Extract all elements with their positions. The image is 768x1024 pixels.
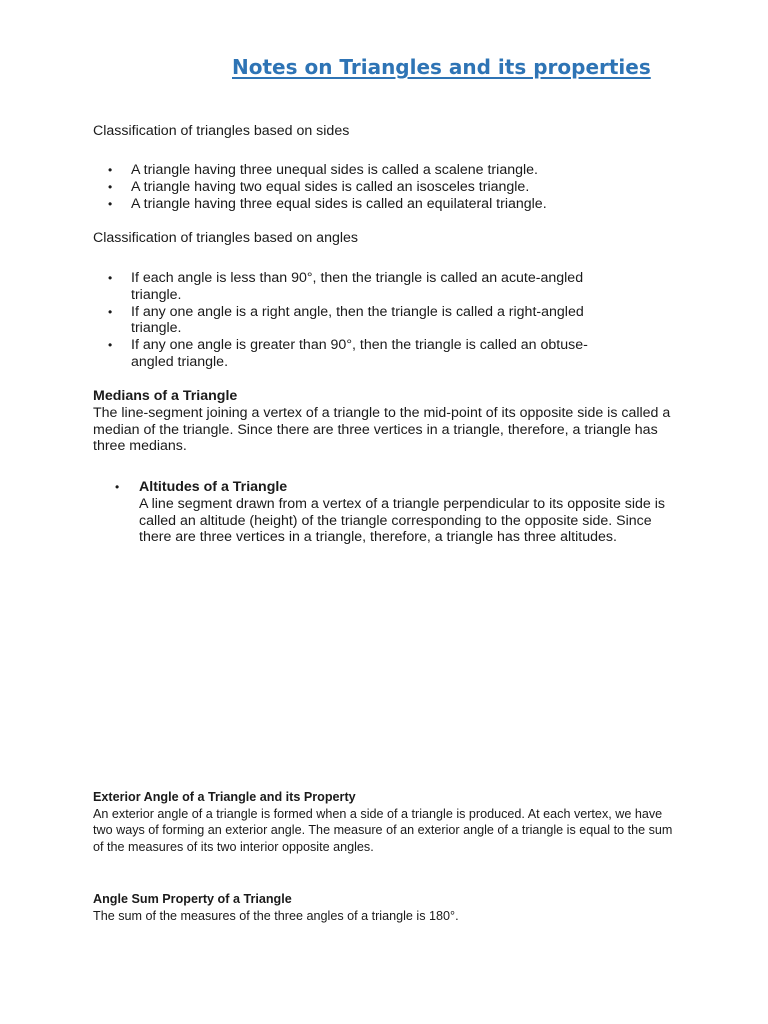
angles-list bbox=[93, 270, 628, 371]
list-item-text: A triangle having three unequal sides is called a scalene triangle. bbox=[131, 162, 538, 178]
list-item bbox=[93, 162, 653, 179]
list-item bbox=[93, 196, 653, 213]
sides-list bbox=[93, 162, 653, 212]
altitudes-text: A line segment drawn from a vertex of a triangle perpendicular to its opposite side is called an altitude (height) of the triangle corresponding to the opposite side. Since there are three vertices in a triangle, therefore, a triangle has three altitudes. bbox=[139, 495, 666, 546]
bullet-icon: • bbox=[108, 338, 113, 353]
bullet-icon: • bbox=[108, 271, 113, 285]
list-item bbox=[93, 304, 628, 338]
exterior-angle-heading: Exterior Angle of a Triangle and its Property bbox=[93, 790, 356, 804]
bullet-icon: • bbox=[108, 163, 113, 177]
sides-heading: Classification of triangles based on sides bbox=[93, 123, 350, 139]
exterior-angle-text: An exterior angle of a triangle is formed when a side of a triangle is produced. At each vertex, we have two ways of forming an exterior angle. The measure of an exterior angle of a triangle is equal to the sum of the measures of its two interior opposite angles. bbox=[93, 806, 673, 854]
angle-sum-section bbox=[93, 891, 683, 924]
altitudes-section bbox=[115, 479, 684, 546]
list-item bbox=[93, 337, 628, 371]
list-item-text: If each angle is less than 90°, then the triangle is called an acute-angled triangle. bbox=[131, 270, 584, 303]
list-item bbox=[93, 270, 628, 304]
bullet-icon: • bbox=[115, 480, 120, 494]
medians-heading: Medians of a Triangle bbox=[93, 388, 238, 404]
angle-sum-heading: Angle Sum Property of a Triangle bbox=[93, 892, 292, 906]
bullet-icon: • bbox=[108, 196, 113, 211]
list-item-text: A triangle having three equal sides is called an equilateral triangle. bbox=[131, 195, 547, 212]
medians-text: The line-segment joining a vertex of a triangle to the mid-point of its opposite side is called a median of the triangle. Since there are three vertices in a triangle, therefore, a triangle has three medians. bbox=[93, 404, 671, 455]
angle-sum-text: The sum of the measures of the three angles of a triangle is 180°. bbox=[93, 908, 459, 923]
bullet-icon: • bbox=[108, 304, 113, 319]
list-item-text: A triangle having two equal sides is called an isosceles triangle. bbox=[131, 178, 530, 195]
angles-heading: Classification of triangles based on angles bbox=[93, 230, 358, 246]
list-item-text: If any one angle is greater than 90°, then the triangle is called an obtuse-angled triangle. bbox=[131, 337, 588, 370]
altitudes-heading: Altitudes of a Triangle bbox=[139, 479, 288, 495]
medians-section bbox=[93, 388, 683, 455]
bullet-icon: • bbox=[108, 179, 113, 194]
list-item bbox=[93, 179, 653, 196]
page-title: Notes on Triangles and its properties bbox=[232, 55, 651, 79]
exterior-angle-section bbox=[93, 789, 683, 855]
list-item-text: If any one angle is a right angle, then the triangle is called a right-angled triangle. bbox=[131, 303, 584, 337]
